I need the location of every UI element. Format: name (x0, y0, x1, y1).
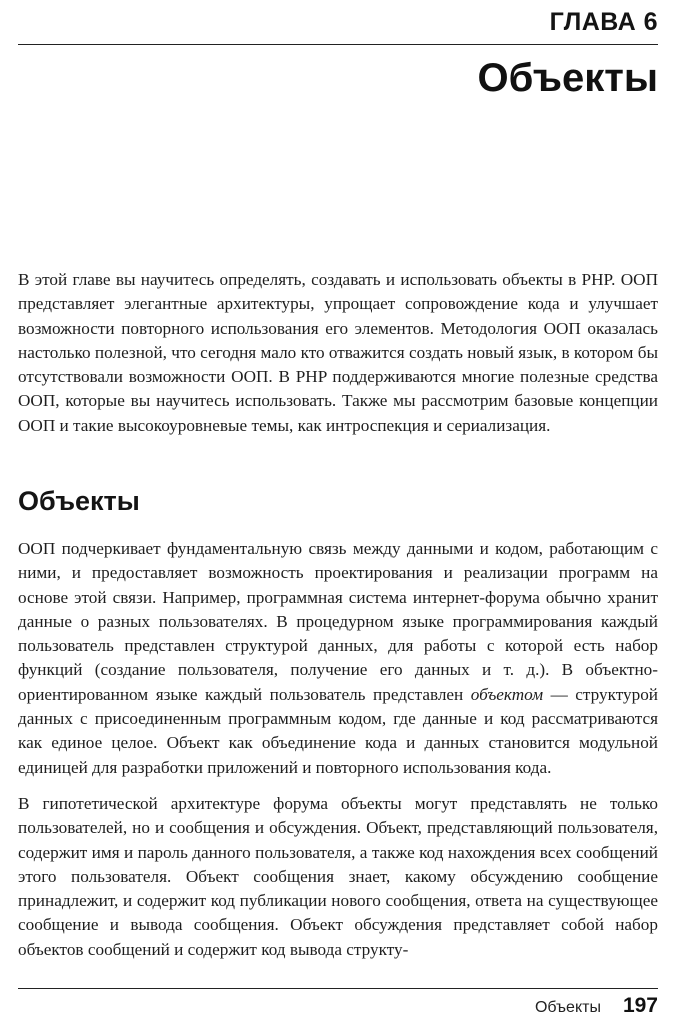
emphasized-term: объектом (470, 684, 544, 704)
body-paragraph-1 (18, 537, 658, 780)
paragraph-text: — структурой данных с присоединенным программным кодом, где данные и код рассматриваются как единое целое. Объект как объединение кода и данных становится модульной единицей для разработки приложений и повторного использования кода. (18, 684, 658, 777)
chapter-title: Объекты (477, 56, 658, 100)
chapter-label: ГЛАВА 6 (549, 8, 658, 36)
running-footer-title: Объекты (534, 999, 601, 1016)
section-heading: Объекты (18, 486, 140, 516)
paragraph-text: ООП подчеркивает фундаментальную связь между данными и кодом, работающим с ними, и предоставляет возможность проектирования и реализации программ на основе этой связи. Например, программная система интернет-форума обычно хранит данные о разных пользователях. В процедурном языке программирования каждый пользователь представлен структурой данных, для работы с которой есть набор функций (создание пользователя, получение его данных и т. д.). В объектно-ориентированном языке каждый пользователь представлен (18, 539, 658, 704)
header-divider (18, 44, 658, 45)
page-footer (535, 994, 658, 1018)
body-paragraph-2: В гипотетической архитектуре форума объекты могут представлять не только пользователей, но и сообщения и обсуждения. Объект, представляющий пользователя, содержит имя и пароль данного пользователя, а также код нахождения всех сообщений этого пользователя. Объект сообщения знает, какому обсуждению сообщение принадлежит, и содержит код публикации нового сообщения, ответа на существующее сообщение и вывода сообщения. Объект обсуждения представляет собой набор объектов сообщений и содержит код вывода структу- (18, 794, 658, 959)
intro-paragraph: В этой главе вы научитесь определять, создавать и использовать объекты в PHP. ООП представляет элегантные архитектуры, упрощает сопровождение кода и улучшает возможности повторного использования его элементов. Методология ООП оказалась настолько полезной, что сегодня мало кто отважится создать новый язык, в котором бы отсутствовали возможности ООП. В PHP поддерживаются многие полезные средства ООП, которые вы научитесь использовать. Также мы рассмотрим базовые концепции ООП и такие высокоуровневые темы, как интроспекция и сериализация. (18, 270, 658, 435)
footer-divider (18, 988, 658, 989)
page-number: 197 (622, 994, 658, 1017)
